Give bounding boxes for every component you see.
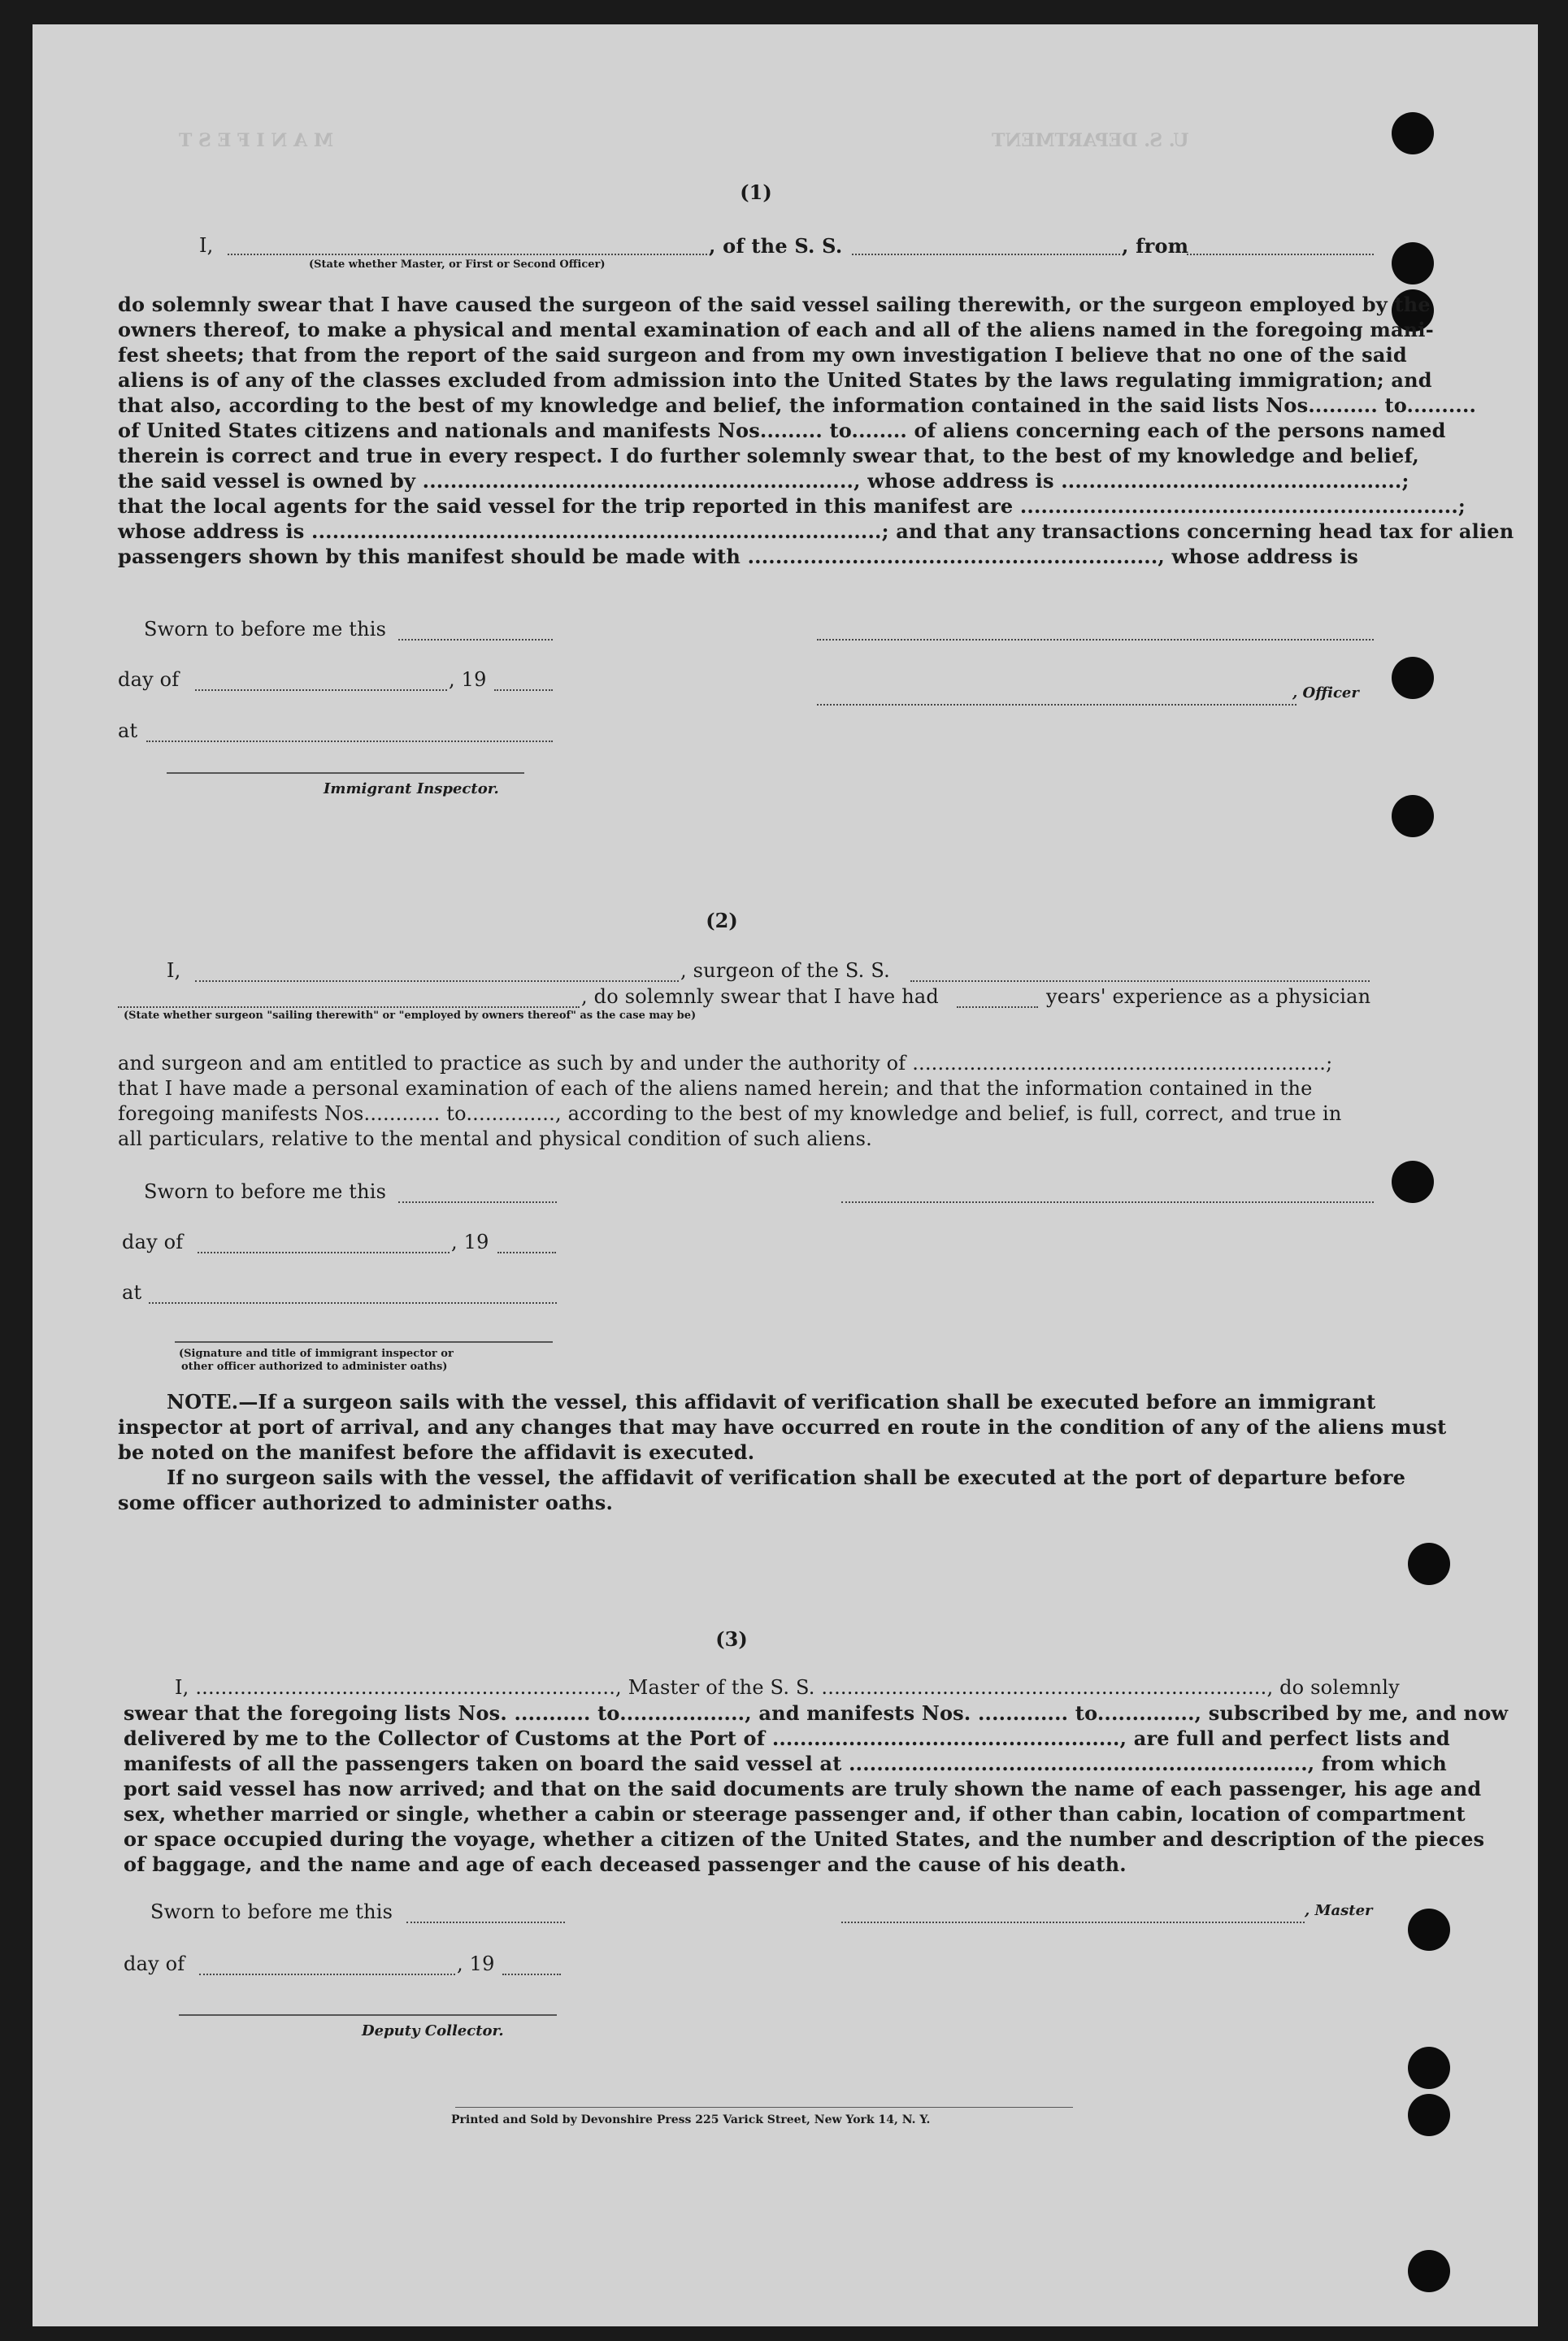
sworn-label: Sworn to before me this (144, 1180, 387, 1203)
swear-label: , do solemnly swear that I have had (581, 985, 939, 1008)
from-label: , from (1122, 234, 1189, 258)
i-label: I, (167, 959, 181, 982)
bleed-through-text: M A N I F E S T (179, 130, 334, 151)
text-i: I, (199, 234, 214, 257)
signature-caption: other officer authorized to administer oaths) (181, 1361, 448, 1373)
surgeon-of-ss-label: , surgeon of the S. S. (680, 959, 890, 982)
at-label: at (122, 1281, 142, 1304)
inspector-label: Immigrant Inspector. (324, 780, 499, 797)
section-number: (3) (715, 1627, 748, 1651)
binder-hole (1392, 1161, 1434, 1203)
note-line: some officer authorized to administer oaths. (118, 1491, 614, 1514)
surgeon-signature-field[interactable] (841, 1201, 1374, 1203)
surgeon-status-field[interactable] (118, 1006, 580, 1008)
day-of-field[interactable] (199, 1974, 455, 1975)
body-line: all particulars, relative to the mental and physical condition of such aliens. (118, 1127, 872, 1150)
body-line: passengers shown by this manifest should be made with ..........................................................., whose address is (118, 545, 1359, 568)
section-number: (1) (740, 180, 772, 204)
sworn-date-field[interactable] (398, 1201, 557, 1203)
section-number: (2) (706, 909, 738, 932)
body-line: of baggage, and the name and age of each deceased passenger and the cause of his death. (124, 1852, 1127, 1876)
year-field[interactable] (494, 689, 553, 691)
sworn-label: Sworn to before me this (144, 618, 387, 641)
year-label: , 19 (449, 668, 487, 691)
body-line: aliens is of any of the classes excluded from admission into the United States by the laws regulating immigration; and (118, 368, 1432, 392)
footer-rule (455, 2107, 1073, 2108)
at-label: at (118, 719, 138, 742)
binder-hole (1408, 2250, 1450, 2292)
body-line: foregoing manifests Nos............ to.............., according to the best of my knowledge and belief, is full, correct, and true in (118, 1102, 1342, 1125)
body-line: therein is correct and true in every respect. I do further solemnly swear that, to the best of my knowledge and belief, (118, 444, 1419, 467)
body-line: that the local agents for the said vessel for the trip reported in this manifest are ...............................................................; (118, 494, 1466, 518)
body-line: port said vessel has now arrived; and that on the said documents are truly shown the name of each passenger, his age and (124, 1777, 1482, 1800)
inspector-signature-line[interactable] (167, 772, 524, 774)
body-line: the said vessel is owned by .............................................................., whose address is .................................................; (118, 469, 1409, 493)
body-line: whose address is ..................................................................................; and that any transactions concerning head tax for alien (118, 519, 1514, 543)
body-line: and surgeon and am entitled to practice as such by and under the authority of .................................................................; (118, 1052, 1333, 1075)
body-line: or space occupied during the voyage, whether a citizen of the United States, and the number and description of the pieces (124, 1827, 1485, 1851)
note-line: If no surgeon sails with the vessel, the affidavit of verification shall be executed at the port of departure before (167, 1466, 1406, 1489)
officer-label: , Officer (1292, 684, 1359, 701)
binder-hole (1392, 242, 1434, 284)
binder-hole (1392, 795, 1434, 837)
officer-signature-field[interactable] (817, 639, 1374, 641)
body-line: do solemnly swear that I have caused the surgeon of the said vessel sailing therewith, or the surgeon employed by the (118, 293, 1431, 316)
officer-rank-caption: (State whether Master, or First or Second Officer) (309, 258, 606, 271)
body-line: I, .................................................................., Master of the S. S. ......................................................................, do solemnly (175, 1676, 1400, 1699)
ship-name-field[interactable] (852, 254, 1120, 255)
day-of-label: day of (118, 668, 180, 691)
at-place-field[interactable] (149, 1302, 557, 1304)
departure-port-field[interactable] (1187, 254, 1374, 255)
year-label: , 19 (457, 1952, 495, 1975)
manifest-back-page (33, 24, 1538, 2326)
note-line: inspector at port of arrival, and any changes that may have occurred en route in the condition of any of the aliens must (118, 1415, 1447, 1439)
printer-credit: Printed and Sold by Devonshire Press 225 Varick Street, New York 14, N. Y. (451, 2113, 931, 2126)
year-field[interactable] (502, 1974, 561, 1975)
body-line: swear that the foregoing lists Nos. ........... to.................., and manifests Nos. ............. to.............., subscribed by me, and now (124, 1701, 1509, 1725)
year-field[interactable] (497, 1252, 556, 1253)
years-experience-field[interactable] (957, 1006, 1038, 1008)
binder-hole (1408, 1543, 1450, 1585)
officer-title-field[interactable] (817, 704, 1297, 706)
sworn-label: Sworn to before me this (150, 1900, 393, 1923)
body-line: sex, whether married or single, whether a cabin or steerage passenger and, if other than cabin, location of compartment (124, 1802, 1466, 1826)
of-the-ss-label: , of the S. S. (709, 234, 843, 258)
inspector-signature-line[interactable] (175, 1341, 553, 1343)
officer-name-field[interactable] (228, 254, 707, 255)
binder-hole (1392, 112, 1434, 154)
body-line: of United States citizens and nationals and manifests Nos......... to........ of aliens concerning each of the persons named (118, 419, 1446, 442)
body-line: that also, according to the best of my knowledge and belief, the information contained in the said lists Nos.......... to.......... (118, 393, 1477, 417)
body-line: owners thereof, to make a physical and mental examination of each and all of the aliens named in the foregoing mani- (118, 318, 1434, 341)
day-of-field[interactable] (198, 1252, 450, 1253)
day-of-label: day of (124, 1952, 185, 1975)
binder-hole (1408, 2094, 1450, 2136)
signature-caption: (Signature and title of immigrant inspector or (179, 1348, 454, 1360)
year-label: , 19 (451, 1231, 489, 1253)
surgeon-name-field[interactable] (195, 980, 679, 982)
at-place-field[interactable] (146, 741, 553, 742)
day-of-label: day of (122, 1231, 184, 1253)
sworn-date-field[interactable] (406, 1922, 565, 1923)
sworn-date-field[interactable] (398, 639, 553, 641)
note-line: NOTE.—If a surgeon sails with the vessel, this affidavit of verification shall be executed before an immigrant (167, 1390, 1376, 1414)
binder-hole (1408, 1909, 1450, 1951)
binder-hole (1408, 2047, 1450, 2089)
body-line: that I have made a personal examination of each of the aliens named herein; and that the information contained in the (118, 1077, 1313, 1100)
body-line: fest sheets; that from the report of the said surgeon and from my own investigation I believe that no one of the said (118, 343, 1407, 367)
day-of-field[interactable] (195, 689, 447, 691)
surgeon-status-caption: (State whether surgeon "sailing therewith" or "employed by owners thereof" as the case may be) (124, 1010, 697, 1022)
body-line: delivered by me to the Collector of Customs at the Port of .................................................., are full and perfect lists and (124, 1726, 1450, 1750)
deputy-signature-line[interactable] (179, 2014, 557, 2016)
years-experience-label: years' experience as a physician (1046, 985, 1371, 1008)
surgeon-ship-field[interactable] (910, 980, 1370, 982)
master-label: , Master (1305, 1902, 1373, 1919)
note-line: be noted on the manifest before the affidavit is executed. (118, 1440, 755, 1464)
master-signature-field[interactable] (841, 1922, 1305, 1923)
body-line: manifests of all the passengers taken on board the said vessel at .................................................................., from which (124, 1752, 1447, 1775)
bleed-through-text: U. S. DEPARTMENT (992, 130, 1189, 151)
deputy-collector-label: Deputy Collector. (362, 2022, 504, 2039)
binder-hole (1392, 657, 1434, 699)
